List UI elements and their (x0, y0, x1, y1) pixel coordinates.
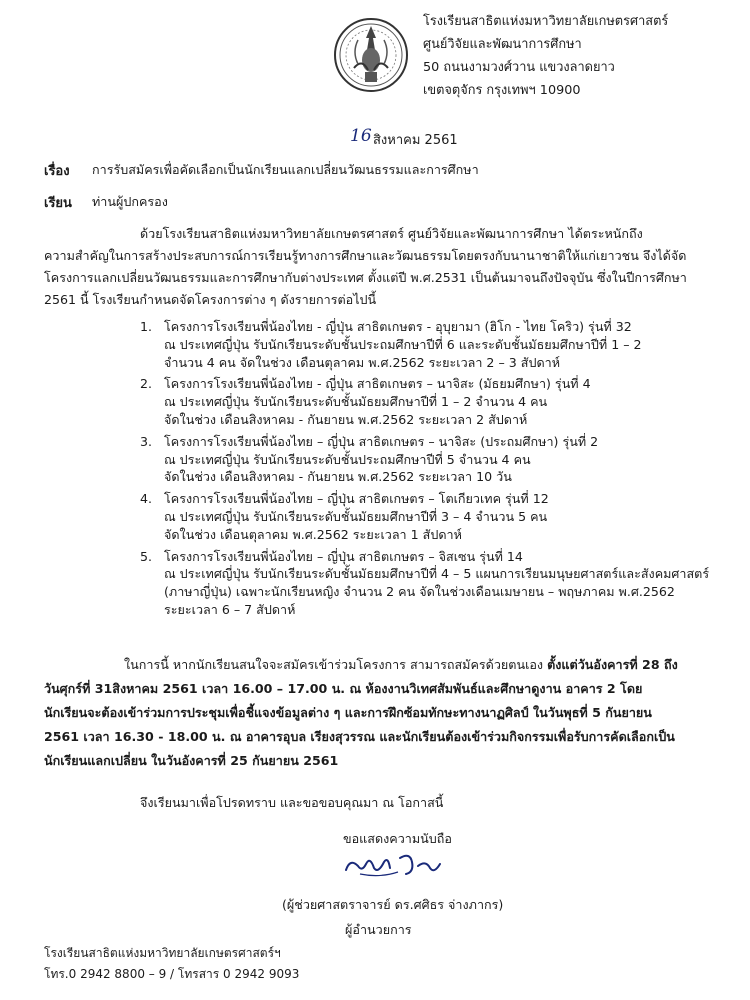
program-item-3 (140, 433, 740, 486)
footer-org: โรงเรียนสาธิตแห่งมหาวิทยาลัยเกษตรศาสตร์ฯ (44, 946, 281, 960)
program-number: 4. (140, 491, 153, 507)
intro-line-2: ความสำคัญในการสร้างประสบการณ์การเรียนรู้ทางการศึกษาและวัฒนธรรมโดยตรงกับนานาชาติให้แก่เยาวชน จึงได้จัด (44, 248, 687, 263)
application-text: ในการนี้ หากนักเรียนสนใจจะสมัครเข้าร่วมโครงการ สามารถสมัครด้วยตนเอง (124, 657, 548, 672)
subject-text: การรับสมัครเพื่อคัดเลือกเป็นนักเรียนแลกเปลี่ยนวัฒนธรรมและการศึกษา (92, 162, 479, 177)
closing-text: จึงเรียนมาเพื่อโปรดทราบ และขอขอบคุณมา ณ โอกาสนี้ (140, 795, 444, 810)
salutation-text: ท่านผู้ปกครอง (92, 194, 168, 209)
program-line: ณ ประเทศญี่ปุ่น รับนักเรียนระดับชั้นมัธยมศึกษาปีที่ 3 – 4 จำนวน 5 คน (164, 508, 548, 524)
program-line: จัดในช่วง เดือนตุลาคม พ.ศ.2562 ระยะเวลา 1 สัปดาห์ (164, 526, 462, 542)
program-line: ณ ประเทศญี่ปุ่น รับนักเรียนระดับชั้นมัธยมศึกษาปีที่ 1 – 2 จำนวน 4 คน (164, 394, 548, 410)
program-line: โครงการโรงเรียนพี่น้องไทย – ญี่ปุ่น สาธิตเกษตร – นาจิสะ (ประถมศึกษา) รุ่นที่ 2 (164, 433, 599, 449)
date-day-handwritten: 16 (350, 126, 372, 146)
program-number: 3. (140, 433, 153, 449)
program-number: 2. (140, 376, 153, 392)
application-date-start: ตั้งแต่วันอังคารที่ 28 ถึง (547, 657, 678, 672)
closing-regards: ขอแสดงความนับถือ (343, 831, 452, 846)
address-district: เขตจตุจักร กรุงเทพฯ 10900 (423, 83, 581, 98)
program-number: 5. (140, 548, 153, 564)
subject-label: เรื่อง (44, 164, 70, 179)
program-item-1 (140, 318, 740, 371)
application-line-5: นักเรียนแลกเปลี่ยน ในวันอังคารที่ 25 กันยายน 2561 (44, 753, 339, 768)
program-item-2 (140, 375, 740, 428)
program-line: โครงการโรงเรียนพี่น้องไทย – ญี่ปุ่น สาธิตเกษตร – จิสเซน รุ่นที่ 14 (164, 548, 523, 564)
program-line: (ภาษาญี่ปุ่น) เฉพาะนักเรียนหญิง จำนวน 2 คน จัดในช่วงเดือนเมษายน – พฤษภาคม พ.ศ.2562 (164, 584, 675, 600)
university-seal-icon (332, 8, 410, 102)
application-line-1 (124, 655, 678, 675)
signer-position: ผู้อำนวยการ (345, 922, 412, 937)
application-line-4: 2561 เวลา 16.30 - 18.00 น. ณ อาคารอุบล เรียงสุวรรณ และนักเรียนต้องเข้าร่วมกิจกรรมเพื่อรับการคัดเลือกเป็น (44, 729, 675, 744)
date-month-year: สิงหาคม 2561 (373, 133, 458, 148)
application-line-2: วันศุกร์ที่ 31สิงหาคม 2561 เวลา 16.00 – 17.00 น. ณ ห้องงานวิเทศสัมพันธ์และศึกษาดูงาน อาคาร 2 โดย (44, 681, 643, 696)
program-line: จัดในช่วง เดือนสิงหาคม - กันยายน พ.ศ.2562 ระยะเวลา 10 วัน (164, 469, 512, 485)
program-line: ณ ประเทศญี่ปุ่น รับนักเรียนระดับชั้นประถมศึกษาปีที่ 6 และระดับชั้นมัธยมศึกษาปีที่ 1 – 2 (164, 336, 642, 352)
program-item-4 (140, 490, 740, 543)
intro-line-3: โครงการแลกเปลี่ยนวัฒนธรรมและการศึกษากับต่างประเทศ ตั้งแต่ปี พ.ศ.2531 เป็นต้นมาจนถึงปัจจุบัน ซึ่งในปีการศึกษา (44, 270, 687, 285)
program-line: โครงการโรงเรียนพี่น้องไทย - ญี่ปุ่น สาธิตเกษตร - อุบุยามา (ฮิโก - ไทย โคริว) รุ่นที่ 32 (164, 319, 632, 334)
program-list (140, 318, 740, 619)
intro-line-4: 2561 นี้ โรงเรียนกำหนดจัดโครงการต่าง ๆ ดังรายการต่อไปนี้ (44, 292, 377, 307)
program-line: จำนวน 4 คน จัดในช่วง เดือนตุลาคม พ.ศ.2562 ระยะเวลา 2 – 3 สัปดาห์ (164, 354, 560, 370)
program-line: ณ ประเทศญี่ปุ่น รับนักเรียนระดับชั้นมัธยมศึกษาปีที่ 4 – 5 แผนการเรียนมนุษยศาสตร์และสังคมศาสตร์ (164, 566, 710, 582)
program-line: ณ ประเทศญี่ปุ่น รับนักเรียนระดับชั้นประถมศึกษาปีที่ 5 จำนวน 4 คน (164, 451, 531, 467)
footer-contact: โทร.0 2942 8800 – 9 / โทรสาร 0 2942 9093 (44, 967, 300, 981)
program-item-5 (140, 548, 740, 619)
program-number: 1. (140, 319, 153, 334)
application-line-3: นักเรียนจะต้องเข้าร่วมการประชุมเพื่อชี้แจงข้อมูลต่าง ๆ และการฝึกซ้อมทักษะทางนาฏศิลป์ ในวันพุธที่ 5 กันยายน (44, 705, 652, 720)
salutation-label: เรียน (44, 196, 72, 211)
center-name: ศูนย์วิจัยและพัฒนาการศึกษา (423, 37, 582, 52)
program-line: โครงการโรงเรียนพี่น้องไทย - ญี่ปุ่น สาธิตเกษตร – นาจิสะ (มัธยมศึกษา) รุ่นที่ 4 (164, 376, 591, 392)
school-name: โรงเรียนสาธิตแห่งมหาวิทยาลัยเกษตรศาสตร์ (423, 14, 669, 29)
signer-name: (ผู้ช่วยศาสตราจารย์ ดร.ศศิธร จ่างภากร) (282, 897, 504, 912)
address-street: 50 ถนนงามวงศ์วาน แขวงลาดยาว (423, 60, 615, 75)
program-line: โครงการโรงเรียนพี่น้องไทย – ญี่ปุ่น สาธิตเกษตร – โตเกียวเทค รุ่นที่ 12 (164, 491, 549, 507)
program-line: ระยะเวลา 6 – 7 สัปดาห์ (164, 601, 296, 617)
intro-line-1: ด้วยโรงเรียนสาธิตแห่งมหาวิทยาลัยเกษตรศาสตร์ ศูนย์วิจัยและพัฒนาการศึกษา ได้ตระหนักถึง (140, 226, 643, 241)
program-line: จัดในช่วง เดือนสิงหาคม - กันยายน พ.ศ.2562 ระยะเวลา 2 สัปดาห์ (164, 411, 528, 427)
signature-icon (340, 848, 450, 880)
